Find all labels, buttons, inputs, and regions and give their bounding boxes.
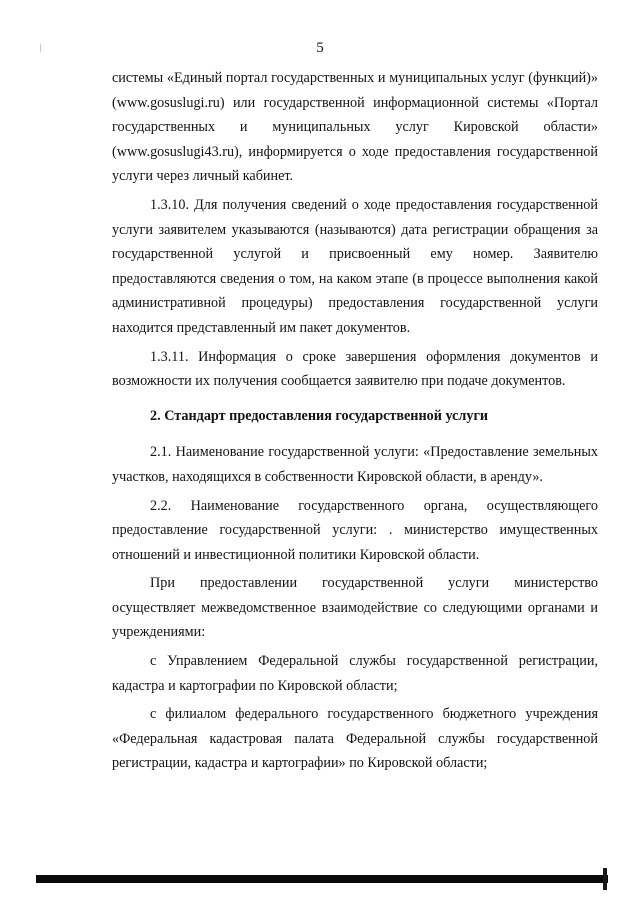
paragraph-1-3-11: 1.3.11. Информация о сроке завершения оформления документов и возможности их получения сообщается заявителю при подаче документов.	[112, 348, 598, 390]
scan-speck	[40, 44, 41, 52]
paragraph-2-2: 2.2. Наименование государственного органа, осуществляющего предоставление государственной услуги: . министерство имущественных отношений и инвестиционной политики Кировской области.	[112, 497, 598, 563]
page-number: 5	[316, 40, 324, 56]
paragraph-interaction: При предоставлении государственной услуги министерство осуществляет межведомственное взаимодействие со следующими органами и учреждениями:	[112, 575, 598, 641]
paragraph-rosreestr: с Управлением Федеральной службы государственной регистрации, кадастра и картографии по Кировской области;	[112, 653, 598, 694]
paragraph-1-3-10: 1.3.10. Для получения сведений о ходе предоставления государственной услуги заявителем указываются (называются) дата регистрации обращения за государственной услугой и присвоенный ему номер. Заявителю предоставляются сведения о том, на каком этапе (в процессе выполнения какой административной процедуры) предоставления государственной услуги находится представленный им пакет документов.	[112, 196, 598, 336]
paragraph-continuation: системы «Единый портал государственных и муниципальных услуг (функций)» (www.gosuslugi.ru) или государственной информационной системы «Портал государственных и муниципальных услуг Кировской области» (www.gosuslugi43.ru), информируется о ходе предоставления государственной услуги через личный кабинет.	[112, 70, 598, 185]
scan-edge-mark	[603, 868, 607, 890]
document-body	[112, 66, 598, 780]
section-heading: 2. Стандарт предоставления государственной услуги	[150, 407, 489, 424]
scan-edge-bar	[36, 875, 608, 883]
paragraph-2-1: 2.1. Наименование государственной услуги: «Предоставление земельных участков, находящихся в собственности Кировской области, в аренду».	[112, 444, 598, 485]
paragraph-cadastral: с филиалом федерального государственного бюджетного учреждения «Федеральная кадастровая палата Федеральной службы государственной регистрации, кадастра и картографии» по Кировской области;	[112, 706, 598, 772]
